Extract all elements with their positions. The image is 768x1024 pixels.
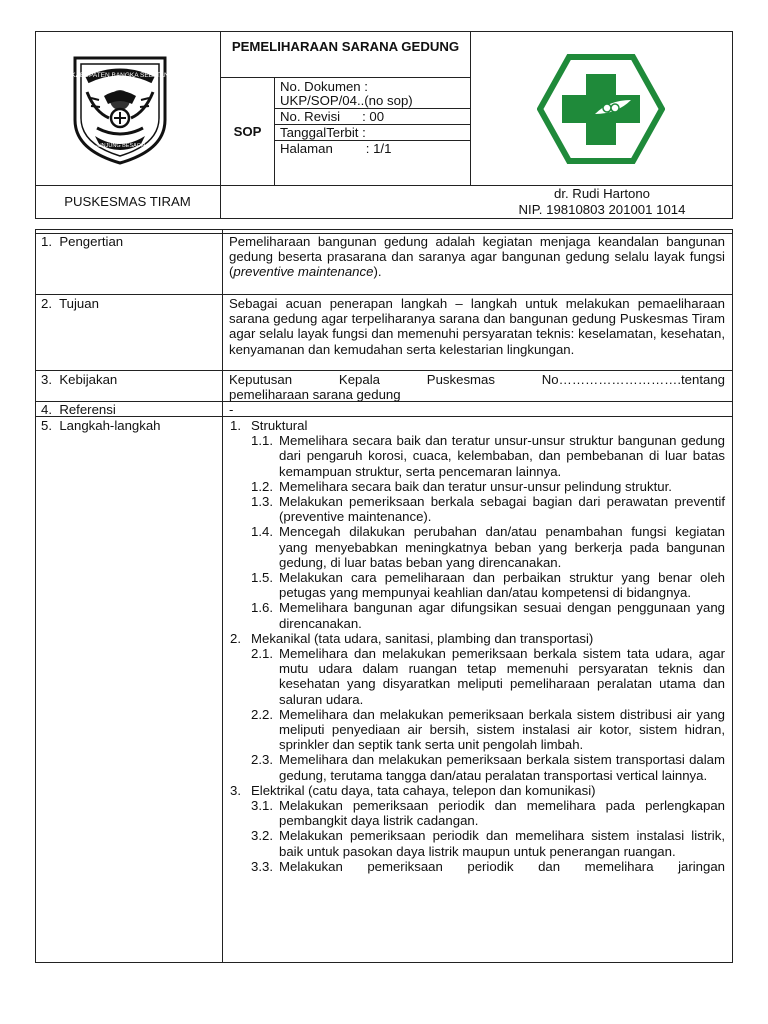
puskesmas-logo (537, 54, 665, 164)
step-item: 1.2. Memelihara secara baik dan teratur unsur-unsur pelindung struktur. (251, 478, 672, 494)
row-label-langkah: 5. Langkah-langkah (41, 418, 161, 433)
revision-number: No. Revisi : 00 (280, 109, 385, 124)
row-text-pengertian: Pemeliharaan bangunan gedung adalah kegiatan menjaga keandalan bangunan gedung beserta prasarana dan saranya agar bangunan gedung selalu layak fungsi (preventive maintenance). (229, 234, 725, 280)
page-number: Halaman : 1/1 (280, 141, 392, 156)
step-item: 3.1. Melakukan pemeriksaan periodik dan memelihara pada perlengkapan pembangkit daya listrik cadangan. (251, 798, 725, 829)
row-label-referensi: 4. Referensi (41, 402, 116, 417)
publish-date: TanggalTerbit : (280, 125, 366, 140)
step-item: 1.3. Melakukan pemeriksaan berkala sebagai bagian dari perawatan preventif (preventive maintenance). (251, 494, 725, 525)
step-item: 3.2. Melakukan pemeriksaan periodik dan memelihara sistem instalasi listrik, baik untuk pasokan daya listrik maupun untuk penerangan ruangan. (251, 828, 725, 859)
signer-nip: NIP. 19810803 201001 1014 (518, 202, 686, 217)
step-section: 3. Elektrikal (catu daya, tata cahaya, telepon dan komunikasi) (230, 782, 596, 798)
step-item: 1.4. Mencegah dilakukan perubahan dan/atau penambahan fungsi kegiatan yang menyebabkan meningkatnya beban yang berkerja pada bangunan gedung, di luar batas beban yang direncanakan. (251, 524, 725, 570)
svg-text:JUNJUNG BESAOH: JUNJUNG BESAOH (94, 143, 146, 149)
signer-name: dr. Rudi Hartono (553, 186, 651, 201)
doc-number-label: No. Dokumen : (280, 79, 368, 94)
step-item: 3.3. Melakukan pemeriksaan periodik dan memelihara jaringan (251, 858, 725, 874)
row-text-kebijakan: Keputusan Kepala Puskesmas No……………………….tentang pemeliharaan sarana gedung (229, 372, 725, 403)
step-item: 1.5. Melakukan cara pemeliharaan dan perbaikan struktur yang benar oleh petugas yang mempunyai keahlian dan/atau kompetensi di bidangnya. (251, 570, 725, 601)
doc-number-value: UKP/SOP/04..(no sop) (280, 93, 413, 108)
steps-list (229, 418, 725, 874)
step-item: 1.6. Memelihara bangunan agar difungsikan sesuai dengan penggunaan yang direncanakan. (251, 600, 725, 631)
step-item: 2.1. Memelihara dan melakukan pemeriksaan berkala sistem tata udara, agar mutu udara dalam ruangan tetap memenuhi persyaratan teknis dan kesehatan yang disyaratkan meliputi pemeliharaan peralatan utama dan saluran udara. (251, 646, 725, 707)
svg-text:KABUPATEN BANGKA SELATAN: KABUPATEN BANGKA SELATAN (71, 72, 169, 79)
step-item: 2.3. Memelihara dan melakukan pemeriksaan berkala sistem transportasi dalam gedung, terutama tangga dan/atau peralatan transportasi vertical lainnya. (251, 752, 725, 783)
sop-label: SOP (233, 124, 262, 139)
organization-name: PUSKESMAS TIRAM (64, 194, 191, 209)
row-text-tujuan: Sebagai acuan penerapan langkah – langkah untuk melakukan pemaeliharaan sarana gedung agar terpeliharanya sarana dan bangunan gedung Puskesmas Tiram agar selalu layak fungsi dan memenuhi persyaratan teknis: keselamatan, kesehatan, kenyamanan dan kemudahan serta kelestarian lingkungan. (229, 296, 725, 357)
step-section: 1. Struktural (230, 418, 308, 433)
step-section: 2. Mekanikal (tata udara, sanitasi, plambing dan transportasi) (230, 630, 594, 646)
row-label-pengertian: 1. Pengertian (41, 234, 124, 249)
step-item: 1.1. Memelihara secara baik dan teratur unsur-unsur struktur bangunan gedung dari pengaruh korosi, cuaca, kelembaban, dan pembebanan di luar batas kemampuan struktur, serta pencemaran lainnya. (251, 433, 725, 479)
row-label-tujuan: 2. Tujuan (41, 296, 99, 311)
regency-logo (69, 52, 171, 166)
row-text-referensi: - (229, 402, 234, 417)
row-label-kebijakan: 3. Kebijakan (41, 372, 118, 387)
step-item: 2.2. Memelihara dan melakukan pemeriksaan berkala sistem distribusi air yang meliputi penyediaan air bersih, sistem instalasi air kotor, sistem hidran, sprinkler dan septik tank serta unit pengolah limbah. (251, 706, 725, 753)
document-title: PEMELIHARAAN SARANA GEDUNG (231, 39, 460, 54)
